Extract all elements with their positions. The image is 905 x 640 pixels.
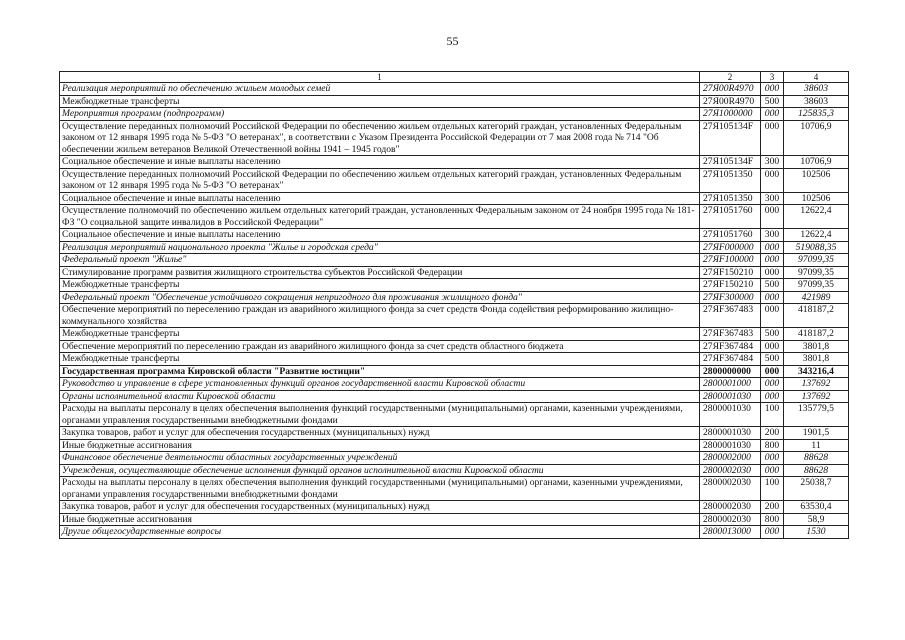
budget-table (59, 71, 849, 539)
row-type: 100 (761, 477, 784, 501)
row-type: 300 (761, 192, 784, 205)
row-code: 2800001030 (700, 427, 761, 440)
row-amount: 38603 (784, 83, 849, 96)
table-row (60, 192, 849, 205)
table-row (60, 501, 849, 514)
row-name: Социальное обеспечение и иные выплаты населению (60, 156, 700, 169)
table-row (60, 390, 849, 403)
header-col-4: 4 (784, 72, 849, 83)
table-row (60, 328, 849, 341)
row-type: 000 (761, 120, 784, 156)
row-code: 27Я1051350 (700, 168, 761, 192)
row-amount: 58,9 (784, 513, 849, 526)
row-code: 27Я00R4970 (700, 95, 761, 108)
row-type: 000 (761, 340, 784, 353)
row-code: 2800002030 (700, 501, 761, 514)
row-type: 000 (761, 304, 784, 328)
row-amount: 88628 (784, 464, 849, 477)
row-type: 000 (761, 83, 784, 96)
row-type: 200 (761, 427, 784, 440)
row-code: 27Я00R4970 (700, 83, 761, 96)
row-name: Руководство и управление в сфере установленных функций органов государственной власти Кировской области (60, 378, 700, 391)
table-row (60, 513, 849, 526)
row-amount: 137692 (784, 378, 849, 391)
row-code: 27ЯF367484 (700, 353, 761, 366)
row-amount: 519088,35 (784, 241, 849, 254)
row-type: 000 (761, 452, 784, 465)
row-name: Государственная программа Кировской области "Развитие юстиции" (60, 365, 700, 378)
row-name: Обеспечение мероприятий по переселению граждан из аварийного жилищного фонда за счет средств областного бюджета (60, 340, 700, 353)
row-name: Осуществление полномочий по обеспечению жильем отдельных категорий граждан, установленных Федеральным законом от 24 ноября 1995 года № 181-ФЗ "О социальной защите инвалидов в Российской Федерации" (60, 205, 700, 229)
row-name: Органы исполнительной власти Кировской области (60, 390, 700, 403)
row-name: Обеспечение мероприятий по переселению граждан из аварийного жилищного фонда за счет средств Фонда содействия реформированию жилищно-коммунального хозяйства (60, 304, 700, 328)
row-code: 27Я105134F (700, 120, 761, 156)
table-row (60, 291, 849, 304)
row-amount: 137692 (784, 390, 849, 403)
table-row (60, 304, 849, 328)
row-code: 27ЯF100000 (700, 254, 761, 267)
row-amount: 1530 (784, 526, 849, 539)
row-code: 27Я1051350 (700, 192, 761, 205)
row-name: Финансовое обеспечение деятельности областных государственных учреждений (60, 452, 700, 465)
row-type: 000 (761, 365, 784, 378)
table-row (60, 279, 849, 292)
row-amount: 88628 (784, 452, 849, 465)
table-row (60, 95, 849, 108)
row-code: 2800002030 (700, 464, 761, 477)
row-name: Межбюджетные трансферты (60, 279, 700, 292)
row-name: Социальное обеспечение и иные выплаты населению (60, 229, 700, 242)
row-code: 27ЯF000000 (700, 241, 761, 254)
row-type: 500 (761, 328, 784, 341)
row-code: 27ЯF300000 (700, 291, 761, 304)
row-name: Межбюджетные трансферты (60, 353, 700, 366)
row-code: 27ЯF150210 (700, 279, 761, 292)
row-type: 000 (761, 266, 784, 279)
row-amount: 1901,5 (784, 427, 849, 440)
row-type: 300 (761, 229, 784, 242)
row-name: Закупка товаров, работ и услуг для обеспечения государственных (муниципальных) нужд (60, 501, 700, 514)
table-row (60, 427, 849, 440)
row-name: Закупка товаров, работ и услуг для обеспечения государственных (муниципальных) нужд (60, 427, 700, 440)
row-name: Федеральный проект "Жилье" (60, 254, 700, 267)
row-amount: 3801,8 (784, 353, 849, 366)
row-amount: 11 (784, 439, 849, 452)
row-name: Расходы на выплаты персоналу в целях обеспечения выполнения функций государственными (муниципальными) органами, казенными учреждениями, органами управления государственными внебюджетными фондами (60, 403, 700, 427)
row-type: 000 (761, 390, 784, 403)
row-amount: 97099,35 (784, 254, 849, 267)
row-type: 000 (761, 291, 784, 304)
row-type: 300 (761, 156, 784, 169)
row-code: 27Я105134F (700, 156, 761, 169)
row-type: 100 (761, 403, 784, 427)
header-col-1: 1 (60, 72, 700, 83)
table-row (60, 439, 849, 452)
table-row (60, 83, 849, 96)
row-amount: 3801,8 (784, 340, 849, 353)
table-row (60, 365, 849, 378)
table-row (60, 526, 849, 539)
header-col-3: 3 (761, 72, 784, 83)
row-code: 2800013000 (700, 526, 761, 539)
page-number: 55 (446, 34, 459, 48)
row-name: Иные бюджетные ассигнования (60, 439, 700, 452)
row-name: Межбюджетные трансферты (60, 95, 700, 108)
row-name: Осуществление переданных полномочий Российской Федерации по обеспечению жильем отдельных категорий граждан, установленных Федеральным законом от 12 января 1995 года № 5-ФЗ "О ветеранах" (60, 168, 700, 192)
table-row (60, 378, 849, 391)
header-col-2: 2 (700, 72, 761, 83)
row-type: 000 (761, 526, 784, 539)
row-type: 000 (761, 108, 784, 121)
row-amount: 418187,2 (784, 328, 849, 341)
table-row (60, 353, 849, 366)
row-code: 2800001030 (700, 390, 761, 403)
row-type: 000 (761, 378, 784, 391)
row-code: 2800002000 (700, 452, 761, 465)
row-amount: 12622,4 (784, 205, 849, 229)
row-amount: 421989 (784, 291, 849, 304)
row-name: Учреждения, осуществляющие обеспечение исполнения функций органов исполнительной власти Кировской области (60, 464, 700, 477)
row-type: 000 (761, 464, 784, 477)
row-type: 800 (761, 513, 784, 526)
table-row (60, 340, 849, 353)
row-amount: 343216,4 (784, 365, 849, 378)
table-row (60, 108, 849, 121)
row-amount: 418187,2 (784, 304, 849, 328)
row-amount: 97099,35 (784, 279, 849, 292)
row-amount: 102506 (784, 192, 849, 205)
row-code: 27ЯF367483 (700, 328, 761, 341)
row-name: Иные бюджетные ассигнования (60, 513, 700, 526)
budget-table-body (60, 72, 849, 539)
row-amount: 102506 (784, 168, 849, 192)
table-row (60, 156, 849, 169)
table-row (60, 266, 849, 279)
row-code: 27ЯF367483 (700, 304, 761, 328)
row-name: Межбюджетные трансферты (60, 328, 700, 341)
row-amount: 10706,9 (784, 120, 849, 156)
row-type: 000 (761, 241, 784, 254)
row-type: 000 (761, 254, 784, 267)
row-code: 2800002030 (700, 477, 761, 501)
row-name: Реализация мероприятий по обеспечению жильем молодых семей (60, 83, 700, 96)
row-name: Расходы на выплаты персоналу в целях обеспечения выполнения функций государственными (муниципальными) органами, казенными учреждениями, органами управления государственными внебюджетными фондами (60, 477, 700, 501)
row-name: Другие общегосударственные вопросы (60, 526, 700, 539)
row-type: 000 (761, 168, 784, 192)
row-code: 27Я1051760 (700, 229, 761, 242)
table-row (60, 452, 849, 465)
table-row (60, 241, 849, 254)
row-amount: 125835,3 (784, 108, 849, 121)
row-name: Социальное обеспечение и иные выплаты населению (60, 192, 700, 205)
row-name: Мероприятия программ (подпрограмм) (60, 108, 700, 121)
row-type: 800 (761, 439, 784, 452)
table-row (60, 120, 849, 156)
row-type: 500 (761, 279, 784, 292)
table-row (60, 403, 849, 427)
row-type: 500 (761, 95, 784, 108)
row-name: Федеральный проект "Обеспечение устойчивого сокращения непригодного для проживания жилищного фонда" (60, 291, 700, 304)
table-header-row (60, 72, 849, 83)
row-code: 2800001000 (700, 378, 761, 391)
row-code: 27Я1051760 (700, 205, 761, 229)
table-row (60, 464, 849, 477)
row-amount: 12622,4 (784, 229, 849, 242)
row-name: Стимулирование программ развития жилищного строительства субъектов Российской Федерации (60, 266, 700, 279)
row-code: 2800002030 (700, 513, 761, 526)
row-name: Реализация мероприятий национального проекта "Жилье и городская среда" (60, 241, 700, 254)
row-code: 2800001030 (700, 439, 761, 452)
table-row (60, 477, 849, 501)
row-code: 27ЯF367484 (700, 340, 761, 353)
table-row (60, 254, 849, 267)
table-row (60, 205, 849, 229)
row-name: Осуществление переданных полномочий Российской Федерации по обеспечению жильем отдельных категорий граждан, установленных Федеральным законом от 12 января 1995 года № 5-ФЗ "О ветеранах", в соответствии с Указом Президента Российской Федерации от 7 мая 2008 года № 714 "Об обеспечении жильем ветеранов Великой Отечественной войны 1941 – 1945 годов" (60, 120, 700, 156)
row-type: 200 (761, 501, 784, 514)
row-code: 2800000000 (700, 365, 761, 378)
row-amount: 97099,35 (784, 266, 849, 279)
row-code: 2800001030 (700, 403, 761, 427)
row-amount: 135779,5 (784, 403, 849, 427)
row-amount: 63530,4 (784, 501, 849, 514)
row-amount: 10706,9 (784, 156, 849, 169)
row-code: 27ЯF150210 (700, 266, 761, 279)
row-amount: 25038,7 (784, 477, 849, 501)
row-code: 27Я1000000 (700, 108, 761, 121)
row-amount: 38603 (784, 95, 849, 108)
table-row (60, 229, 849, 242)
table-row (60, 168, 849, 192)
row-type: 500 (761, 353, 784, 366)
row-type: 000 (761, 205, 784, 229)
